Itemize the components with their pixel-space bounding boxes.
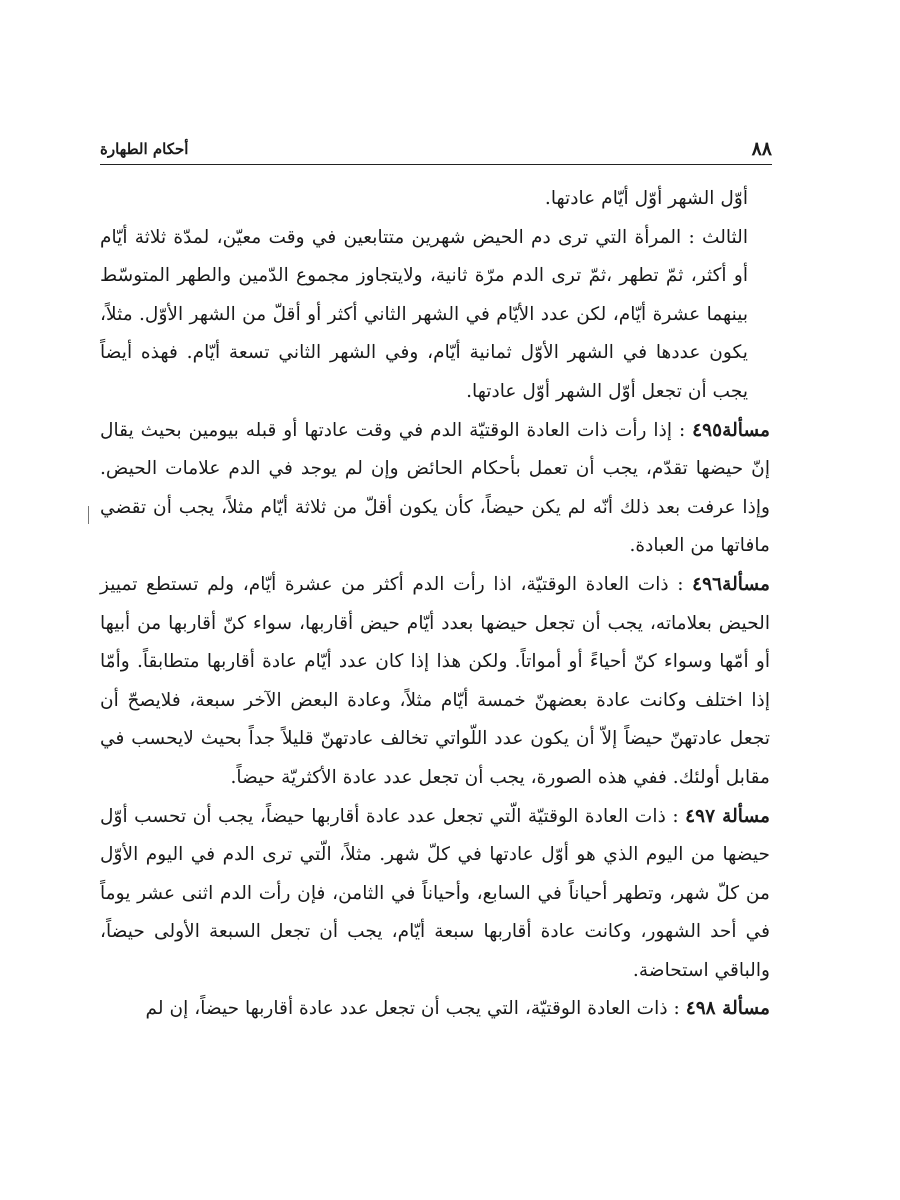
issue-label: مسألة ٤٩٨: [685, 998, 770, 1020]
header-divider: [100, 164, 772, 165]
main-text: [100, 180, 770, 1029]
issue-label: مسألة٤٩٥: [692, 419, 770, 441]
running-title: أحكام الطهارة: [100, 140, 189, 158]
paragraph-text: أوّل الشهر أوّل أيّام عادتها.: [544, 188, 748, 209]
issue-497: [100, 798, 770, 991]
paragraph-third-case: [100, 219, 770, 412]
issue-text: : إذا رأت ذات العادة الوقتيّة الدم في وقت عادتها أو قبله بيومين بحيث يقال إنّ حيضها تقدّم، يجب أن تعمل بأحكام الحائض وإن لم يوجد في الدم علامات الحيض. وإذا عرفت بعد ذلك أنّه لم يكن حيضاً، كأن يكون أقلّ من ثلاثة أيّام مثلاً، يجب أن تقضي مافاتها من العبادة.: [100, 419, 770, 557]
page-number: ٨٨: [751, 138, 772, 160]
issue-text: : ذات العادة الوقتيّة، اذا رأت الدم أكثر من عشرة أيّام، ولم تستطع تمييز الحيض بعلاماته، يجب أن تجعل حيضها بعدد أيّام حيض أقاربها، سواء كنّ أقاربها من أبيها أو أمّها وسواء كنّ أحياءً أو أمواتاً. ولكن هذا إذا كان عدد أيّام عادة أقاربها متطابقاً. وأمّا إذا اختلف وكانت عادة بعضهنّ خمسة أيّام مثلاً، وعادة البعض الآخر سبعة، فلايصحّ أن تجعل عادتهنّ حيضاً إلاّ أن يكون عدد اللّواتي تخالف عادتهنّ قليلاً جداً بحيث لايحسب في مقابل أولئك. ففي هذه الصورة، يجب أن تجعل عدد عادة الأكثريّة حيضاً.: [100, 573, 770, 788]
paragraph-text: الثالث : المرأة التي ترى دم الحيض شهرين متتابعين في وقت معيّن، لمدّة ثلاثة أيّام أو أكثر، ثمّ تطهر ،ثمّ ترى الدم مرّة ثانية، ولايتجاوز مجموع الدّمين والطهر المتوسّط بينهما عشرة أيّام، لكن عدد الأيّام في الشهر الثاني أكثر أو أقلّ من الشهر الأوّل. مثلاً، يكون عددها في الشهر الأوّل ثمانية أيّام، وفي الشهر الثاني تسعة أيّام. فهذه أيضاً يجب أن تجعل أوّل الشهر أوّل عادتها.: [100, 226, 748, 402]
margin-mark: [88, 506, 89, 524]
issue-label: مسألة ٤٩٧: [685, 805, 770, 827]
paragraph-continuation-1: [100, 180, 770, 219]
page-header: [100, 137, 772, 163]
issue-496: [100, 566, 770, 798]
issue-text: : ذات العادة الوقتيّة، التي يجب أن تجعل عدد عادة أقاربها حيضاً، إن لم: [145, 998, 686, 1020]
issue-498: [100, 990, 770, 1029]
issue-text: : ذات العادة الوقتيّة الّتي تجعل عدد عادة أقاربها حيضاً، يجب أن تحسب أوّل حيضها من اليوم الذي هو أوّل عادتها في كلّ شهر. مثلاً، الّتي ترى الدم في اليوم الأوّل من كلّ شهر، وتطهر أحياناً في السابع، وأحياناً في الثامن، فإن رأت الدم اثنى عشر يوماً في أحد الشهور، وكانت عادة أقاربها سبعة أيّام، يجب أن تجعل السبعة الأولى حيضاً، والباقي استحاضة.: [100, 805, 770, 981]
issue-495: [100, 412, 770, 566]
issue-label: مسألة٤٩٦: [692, 573, 770, 595]
